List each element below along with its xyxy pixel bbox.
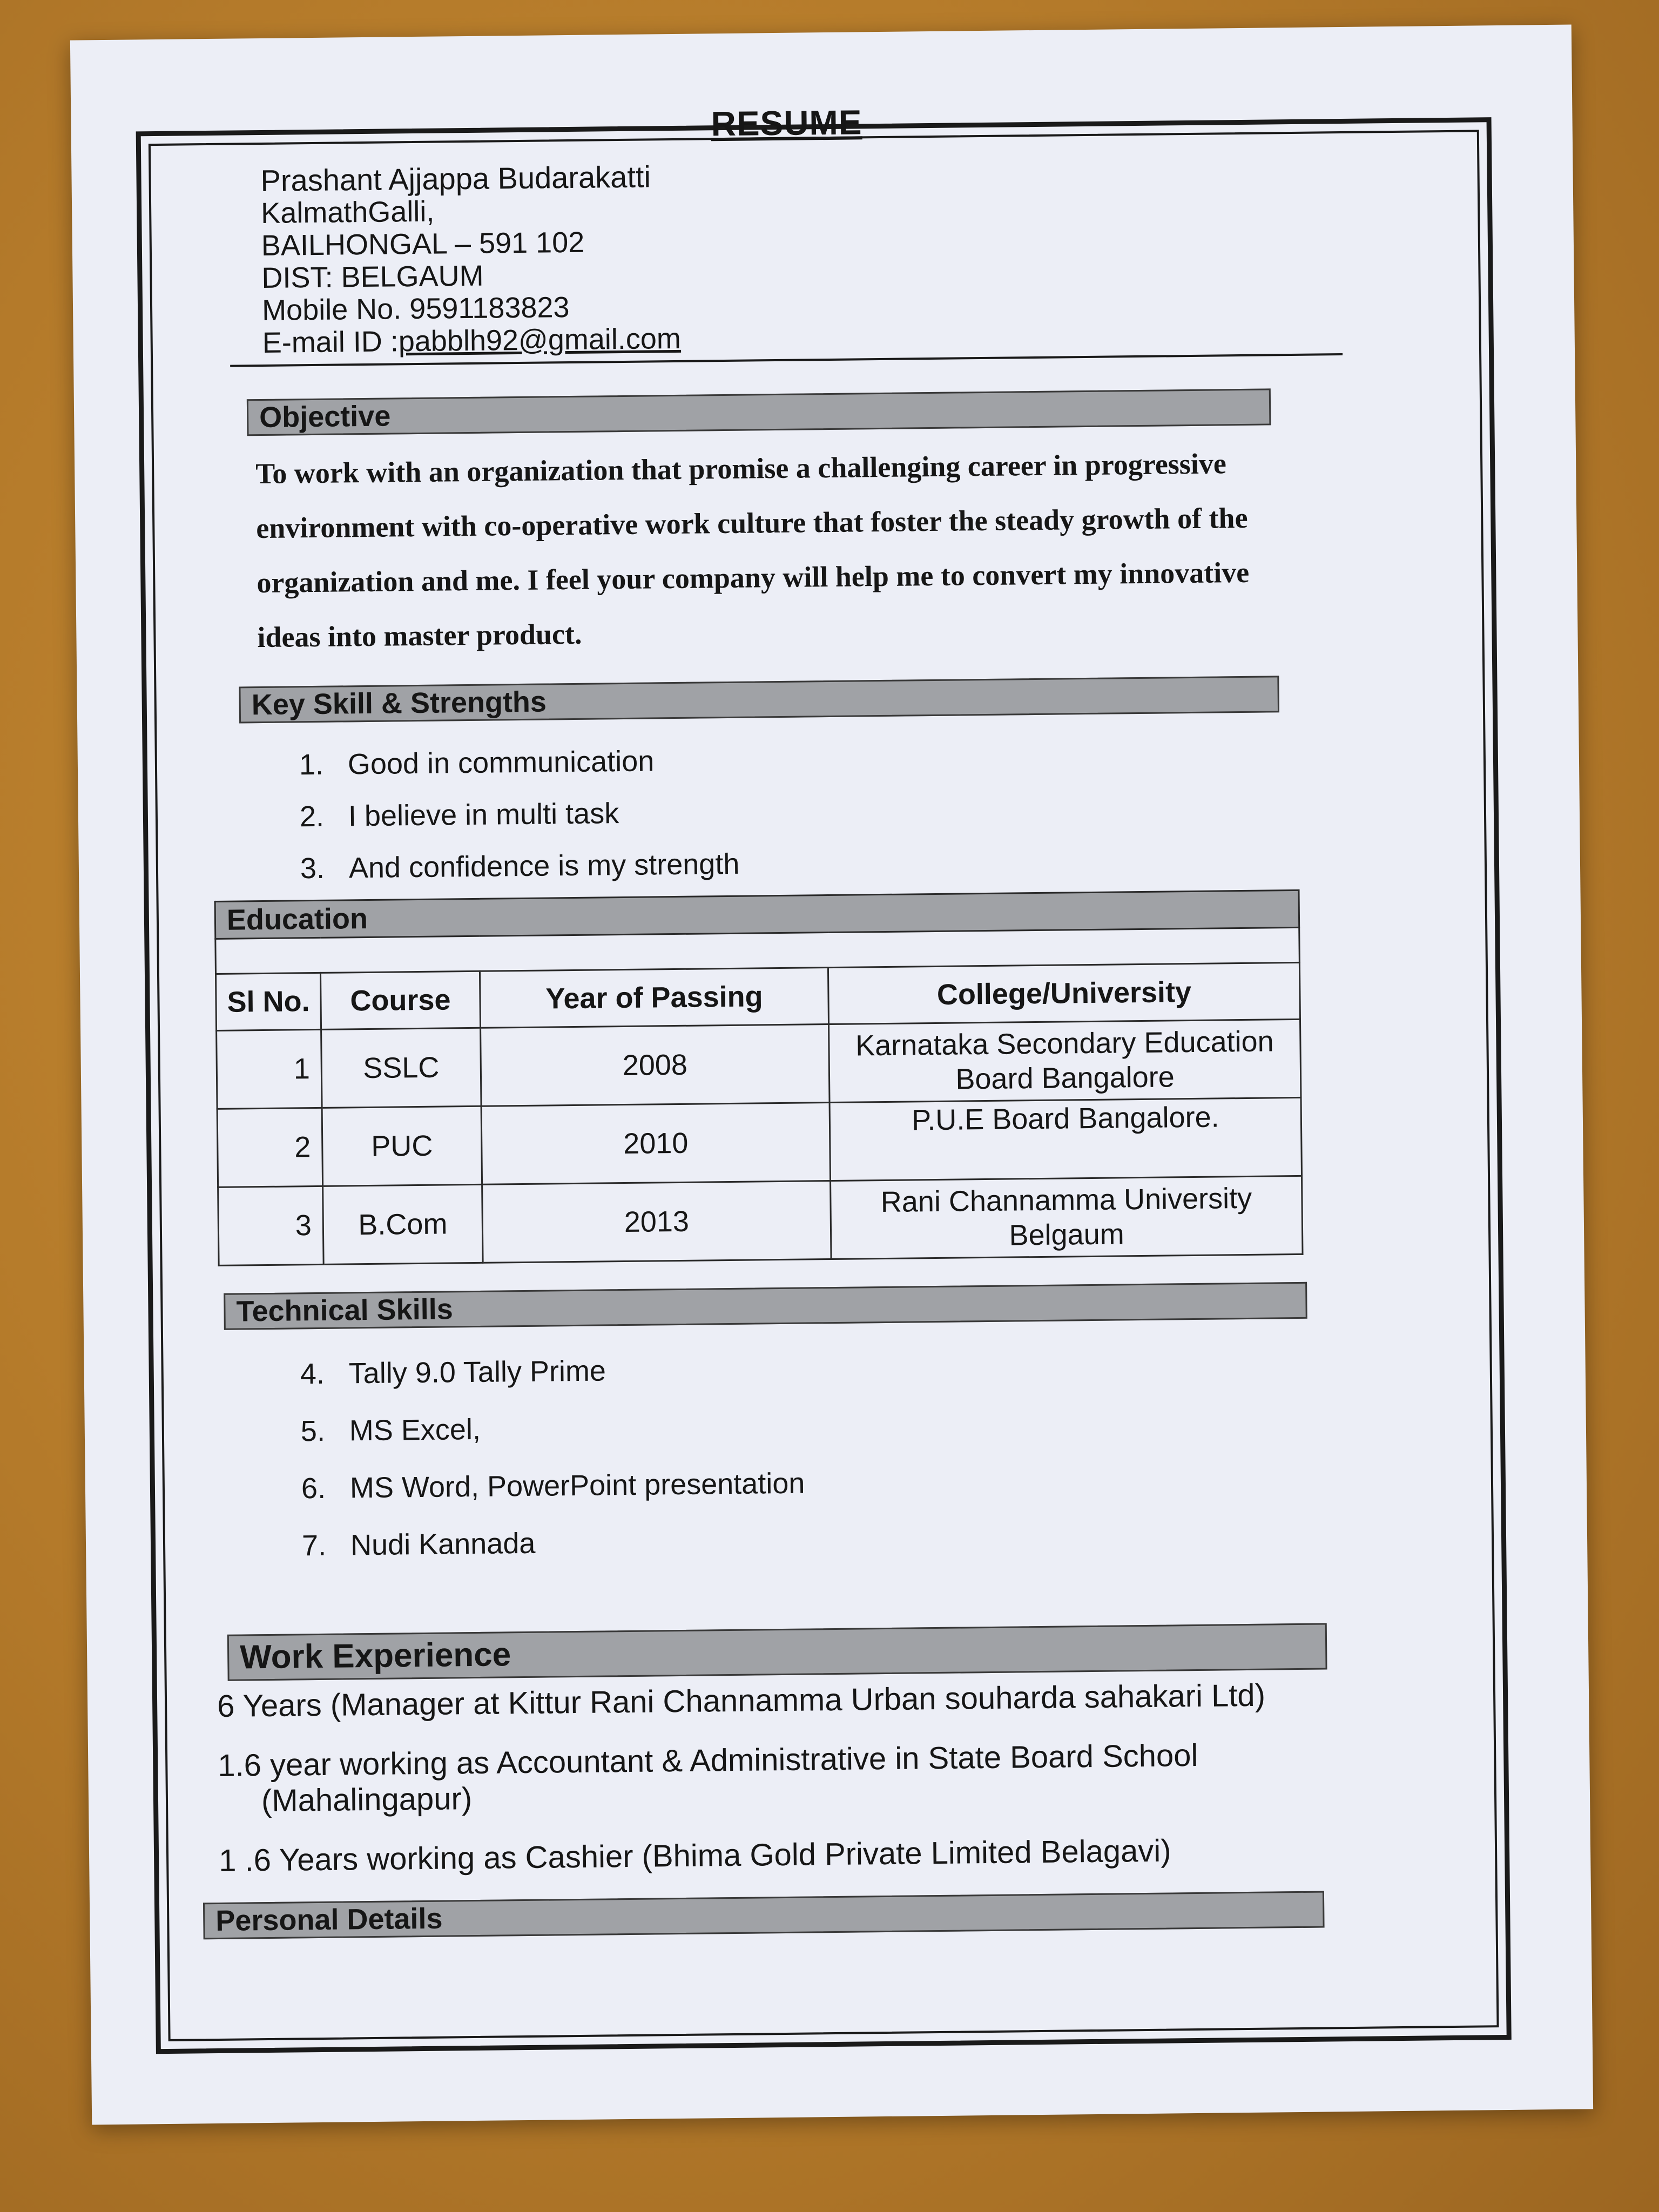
email-link[interactable]: pabblh92@gmail.com	[398, 322, 682, 358]
skills-heading: Key Skill & Strengths	[239, 676, 1279, 723]
list-item: 7. Nudi Kannada	[301, 1527, 536, 1562]
table-row: 3 B.Com 2013 Rani Channamma University Belgaum	[218, 1176, 1303, 1265]
objective-text: To work with an organization that promise a challenging career in progressive environment with co-operative work culture that foster the steady growth of the organization and me. I feel your company will help me to convert my innovative ideas into master product.	[255, 447, 1250, 654]
list-item: 5. MS Excel,	[300, 1413, 481, 1448]
list-item: 2. I believe in multi task	[299, 797, 619, 833]
list-item: 3. And confidence is my strength	[300, 847, 740, 885]
column-header: Year of Passing	[480, 968, 828, 1028]
address-line: KalmathGalli,	[260, 195, 435, 230]
candidate-name: Prashant Ajjappa Budarakatti	[260, 159, 651, 198]
address-line: BAILHONGAL – 591 102	[261, 226, 585, 262]
technical-heading: Technical Skills	[224, 1282, 1307, 1330]
contact-block	[260, 153, 1348, 359]
list-item: 4. Tally 9.0 Tally Prime	[300, 1354, 606, 1391]
objective-heading: Objective	[247, 388, 1271, 436]
resume-title: RESUME	[711, 103, 862, 144]
education-table	[214, 889, 1304, 1266]
work-heading: Work Experience	[227, 1623, 1327, 1681]
skills-list	[234, 728, 1353, 895]
table-row: 1 SSLC 2008 Karnataka Secondary Education Board Bangalore	[217, 1019, 1301, 1109]
work-item: 1 .6 Years working as Cashier (Bhima Gold Private Limited Belagavi)	[218, 1833, 1171, 1878]
column-header: College/University	[828, 962, 1300, 1024]
column-header: Course	[320, 971, 480, 1029]
column-header: Sl No.	[215, 973, 321, 1030]
list-item: 1. Good in communication	[299, 745, 655, 781]
address-line: DIST: BELGAUM	[261, 259, 484, 294]
mobile-number: Mobile No. 9591183823	[261, 291, 570, 327]
work-experience	[217, 1677, 1364, 1879]
resume-content	[215, 97, 1364, 1939]
education-heading: Education	[215, 890, 1299, 939]
technical-list	[240, 1334, 1360, 1575]
email-label: E-mail ID :	[262, 325, 399, 359]
list-item: 6. MS Word, PowerPoint presentation	[301, 1467, 805, 1505]
table-header-row	[215, 962, 1300, 1030]
resume-paper	[70, 25, 1593, 2125]
personal-heading: Personal Details	[203, 1891, 1325, 1940]
work-item: 6 Years (Manager at Kittur Rani Channamma Urban souharda sahakari Ltd)	[217, 1677, 1266, 1724]
work-item: 1.6 year working as Accountant & Administrative in State Board School (Mahalingapur)	[217, 1737, 1198, 1819]
table-row: 2 PUC 2010 P.U.E Board Bangalore.	[217, 1097, 1301, 1187]
